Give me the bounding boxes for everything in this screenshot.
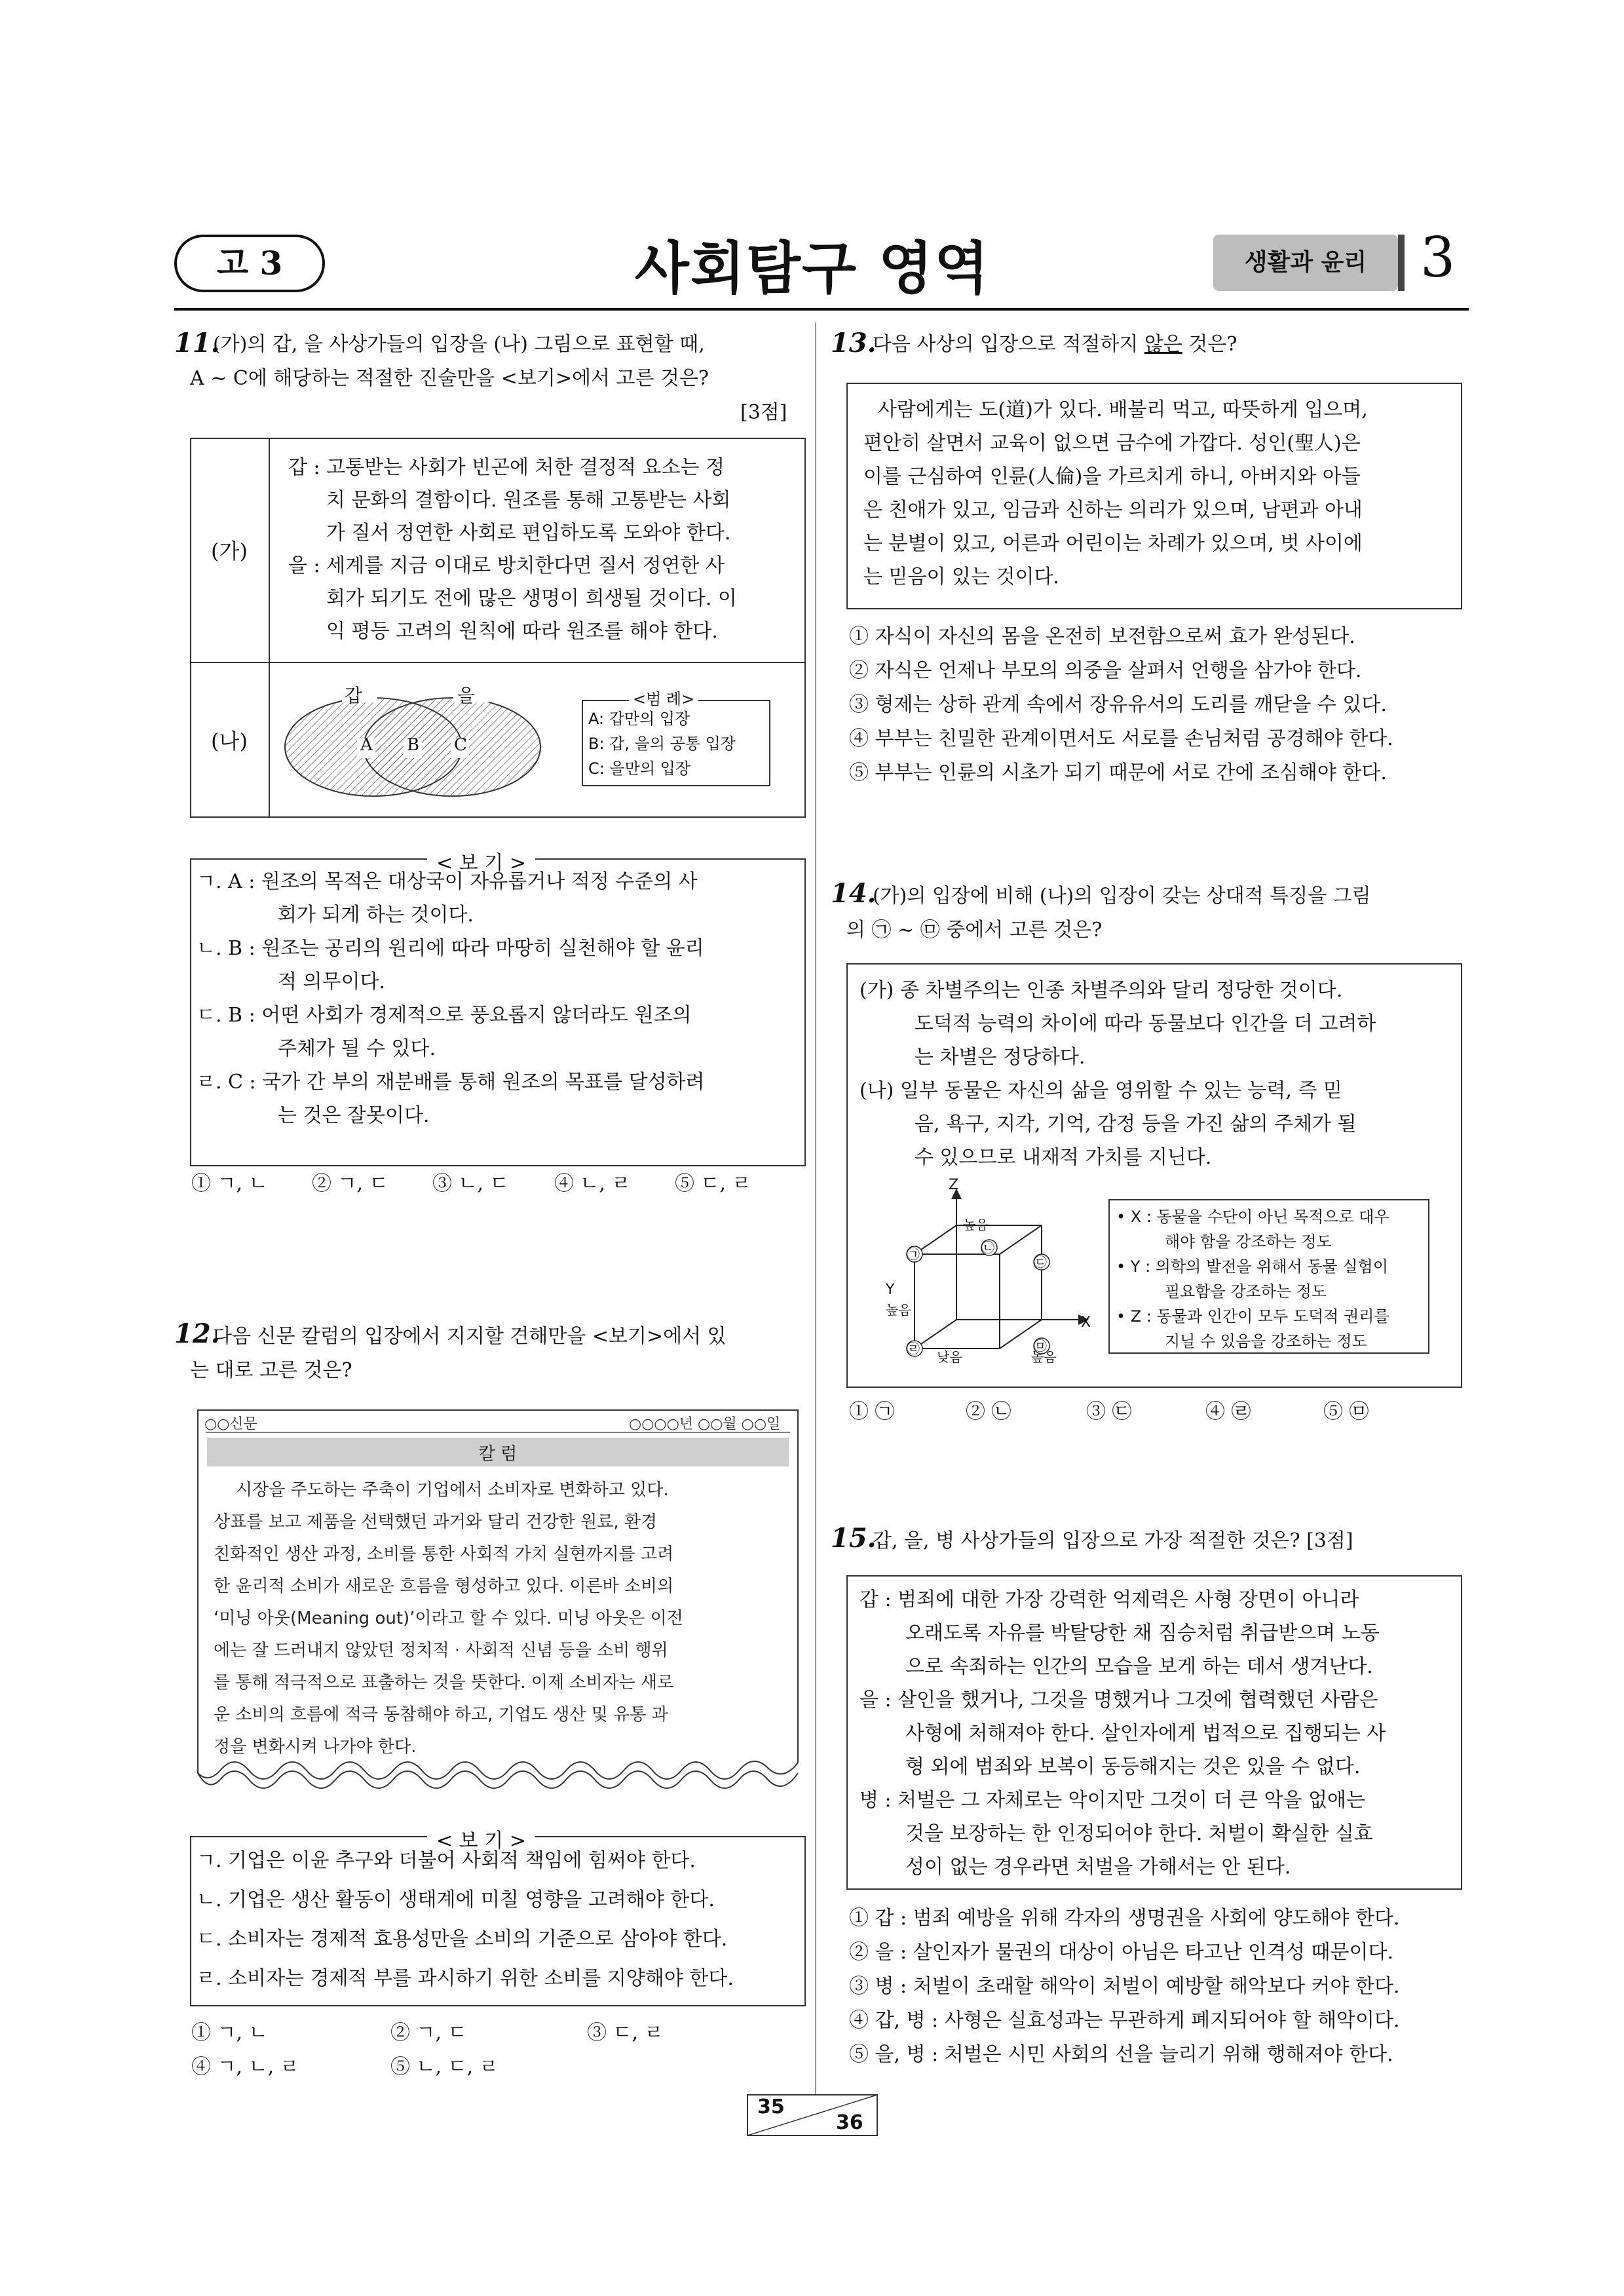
axis-y-label: Y: [886, 1282, 895, 1298]
q15-box-line: 오래도록 자유를 박탈당한 채 짐승처럼 취급받으며 노동: [905, 1622, 1380, 1645]
axis-y-high: 높음: [886, 1302, 911, 1318]
venn-label-right: 을: [457, 685, 476, 706]
question-number: 13.: [831, 328, 877, 358]
question-number: 15.: [831, 1523, 877, 1554]
q14-legend-line: 해야 함을 강조하는 정도: [1165, 1233, 1332, 1251]
choice-1[interactable]: ① ㄱ, ㄴ: [191, 2021, 268, 2044]
question-number: 14.: [831, 878, 877, 909]
q14-legend-line: 필요함을 강조하는 정도: [1165, 1282, 1327, 1301]
choice-2[interactable]: ② ㉡: [966, 1400, 1011, 1423]
choice-2[interactable]: ② 을 : 살인자가 물권의 대상이 아님은 타고난 인격성 때문이다.: [849, 1941, 1393, 1964]
q12-bogi-line: ㄷ. 소비자는 경제적 효용성만을 소비의 기준으로 삼아야 한다.: [197, 1928, 728, 1951]
choice-1[interactable]: ① ㉠: [849, 1400, 895, 1423]
q14-legend-line: • Z : 동물과 인간이 모두 도덕적 권리를: [1116, 1307, 1389, 1326]
choice-1[interactable]: ① ㄱ, ㄴ: [191, 1172, 268, 1195]
axis-x-label: X: [1081, 1314, 1091, 1331]
q12-bogi-title: < 보 기 >: [427, 1824, 535, 1853]
point-3: ㉢: [1034, 1254, 1047, 1270]
venn-region-b: B: [407, 735, 420, 755]
q14-ga-line: (가) 종 차별주의는 인종 차별주의와 달리 정당한 것이다.: [859, 979, 1343, 1002]
q15-stem: 갑, 을, 병 사상가들의 입장으로 가장 적절한 것은? [3점]: [873, 1529, 1353, 1552]
legend-item: B: 갑, 을의 공통 입장: [588, 735, 736, 753]
axis-z-label: Z: [949, 1177, 959, 1193]
q13-box-line: 이를 근심하여 인륜(人倫)을 가르치게 하니, 아버지와 아들: [863, 465, 1361, 488]
q11-table-divider-v: [269, 438, 270, 818]
q13: [831, 328, 877, 358]
point-1: ㉠: [907, 1246, 920, 1262]
q11-bogi-line: 주체가 될 수 있다.: [278, 1037, 436, 1060]
q12-bogi-line: ㄴ. 기업은 생산 활동이 생태계에 미칠 영향을 고려해야 한다.: [197, 1888, 715, 1911]
choice-3[interactable]: ③ ㄷ, ㄹ: [587, 2021, 664, 2044]
news-line: 상표를 보고 제품을 선택했던 과거와 달리 건강한 원료, 환경: [214, 1512, 658, 1532]
q12-stem-line-2: 는 대로 고른 것은?: [190, 1359, 352, 1382]
q15-box-line: 형 외에 범죄와 보복이 동등해지는 것은 있을 수 없다.: [905, 1755, 1361, 1778]
q13-box-line: 는 분별이 있고, 어른과 어린이는 차례가 있으며, 벗 사이에: [863, 532, 1363, 555]
choice-1[interactable]: ① 자식이 자신의 몸을 온전히 보전함으로써 효가 완성된다.: [849, 625, 1355, 648]
question-number: 12.: [174, 1318, 220, 1349]
q15-box-line: 으로 속죄하는 인간의 모습을 보게 하는 데서 생겨난다.: [905, 1655, 1373, 1678]
q12-bogi-line: ㄹ. 소비자는 경제적 부를 과시하기 위한 소비를 지양해야 한다.: [197, 1967, 734, 1990]
axis-x-high: 높음: [1031, 1349, 1057, 1365]
q11-bogi-line: 는 것은 잘못이다.: [278, 1104, 430, 1127]
choice-4[interactable]: ④ ㄱ, ㄴ, ㄹ: [191, 2056, 299, 2078]
q15-box-line: 을 : 살인을 했거나, 그것을 명했거나 그것에 협력했던 사람은: [859, 1689, 1378, 1712]
choice-5[interactable]: ⑤ ㉤: [1323, 1400, 1369, 1423]
subject-badge: 생활과 윤리: [1213, 235, 1398, 291]
q14-legend-line: • X : 동물을 수단이 아닌 목적으로 대우: [1116, 1208, 1389, 1226]
q11-table-divider-h: [190, 662, 806, 663]
q11-bogi-line: 회가 되게 하는 것이다.: [278, 904, 474, 927]
axis-z-high: 높음: [963, 1217, 989, 1233]
q15-box-line: 사형에 처해져야 한다. 살인자에게 법적으로 집행되는 사: [905, 1722, 1386, 1745]
newspaper-section: 칼 럼: [478, 1444, 518, 1464]
q11-bogi-line: ㄷ. B : 어떤 사회가 경제적으로 풍요롭지 않더라도 원조의: [197, 1004, 692, 1027]
choice-4[interactable]: ④ 부부는 친밀한 관계이면서도 서로를 손님처럼 공경해야 한다.: [849, 727, 1393, 750]
q13-stem: [873, 328, 1237, 362]
q11-points: [3점]: [740, 401, 787, 424]
news-line: 에는 잘 드러내지 않았던 정치적 · 사회적 신념 등을 소비 행위: [214, 1641, 668, 1660]
point-5: ㉤: [1034, 1338, 1047, 1354]
choice-2[interactable]: ② ㄱ, ㄷ: [312, 1172, 388, 1195]
column-separator: [815, 322, 816, 2131]
choice-3[interactable]: ③ 병 : 처벌이 초래할 해악이 처벌이 예방할 해악보다 커야 한다.: [849, 1975, 1400, 1998]
choice-2[interactable]: ② ㄱ, ㄷ: [390, 2021, 467, 2044]
choice-1[interactable]: ① 갑 : 범죄 예방을 위해 각자의 생명권을 사회에 양도해야 한다.: [849, 1907, 1400, 1930]
newspaper-name: ○○신문: [204, 1416, 257, 1432]
newspaper-date: ○○○○년 ○○월 ○○일: [629, 1416, 781, 1432]
choice-5[interactable]: ⑤ 부부는 인륜의 시초가 되기 때문에 서로 간에 조심해야 한다.: [849, 761, 1387, 784]
q11-ga-line: 회가 되기도 전에 많은 생명이 희생될 것이다. 이: [326, 587, 737, 610]
news-line: 를 통해 적극적으로 표출하는 것을 뜻한다. 이제 소비자는 새로: [214, 1673, 674, 1693]
point-2: ㉡: [981, 1240, 994, 1255]
q15: [831, 1523, 877, 1554]
q14-legend-line: • Y : 의학의 발전을 위해서 동물 실험이: [1116, 1257, 1388, 1276]
q13-box-line: 편안히 살면서 교육이 없으면 금수에 가깝다. 성인(聖人)은: [863, 432, 1361, 455]
q11-ga-line: 치 문화의 결함이다. 원조를 통해 고통받는 사회: [326, 489, 731, 512]
legend-item: C: 을만의 입장: [588, 759, 691, 778]
q11-ga-line: 가 질서 정연한 사회로 편입하도록 도와야 한다.: [326, 522, 731, 545]
choice-2[interactable]: ② 자식은 언제나 부모의 의중을 살펴서 언행을 삼가야 한다.: [849, 659, 1362, 682]
choice-4[interactable]: ④ ㉣: [1205, 1400, 1251, 1423]
q13-stem-pre: 다음 사상의 입장으로 적절하지: [873, 333, 1144, 356]
q11-bogi-title: < 보 기 >: [427, 847, 535, 875]
choice-4[interactable]: ④ 갑, 병 : 사형은 실효성과는 무관하게 폐지되어야 할 해악이다.: [849, 2009, 1400, 2032]
q15-box-line: 병 : 처벌은 그 자체로는 악이지만 그것이 더 큰 악을 없애는: [859, 1789, 1366, 1812]
q13-box-line: 는 믿음이 있는 것이다.: [863, 565, 1059, 588]
legend-title: <범 례>: [629, 687, 698, 712]
q11-bogi-line: ㄱ. A : 원조의 목적은 대상국이 자유롭거나 적정 수준의 사: [197, 870, 698, 893]
q15-box-line: 것을 보장하는 한 인정되어야 한다. 처벌이 확실한 실효: [905, 1822, 1373, 1845]
venn-label-left: 갑: [345, 685, 363, 706]
news-line: 한 윤리적 소비가 새로운 흐름을 형성하고 있다. 이른바 소비의: [214, 1577, 674, 1596]
legend-item: A: 갑만의 입장: [588, 710, 690, 728]
q12-bogi-line: ㄱ. 기업은 이윤 추구와 더불어 사회적 책임에 힘써야 한다.: [197, 1849, 696, 1872]
choice-5[interactable]: ⑤ 을, 병 : 처벌은 시민 사회의 선을 늘리기 위해 행해져야 한다.: [849, 2043, 1393, 2066]
q14: [831, 878, 877, 909]
q14-stem-line-2: 의 ㉠ ~ ㉤ 중에서 고른 것은?: [846, 919, 1103, 942]
point-4: ㉣: [907, 1341, 920, 1356]
grade-badge: 고 3: [174, 235, 325, 292]
news-line: 시장을 주도하는 주축이 기업에서 소비자로 변화하고 있다.: [236, 1480, 669, 1500]
q13-box-line: 은 친애가 있고, 임금과 신하는 의리가 있으며, 남편과 아내: [863, 499, 1363, 522]
q14-ga-line: 는 차별은 정당하다.: [915, 1046, 1086, 1069]
header-rule: [174, 308, 1469, 311]
q15-box-line: 갑 : 범죄에 대한 가장 강력한 억제력은 사형 장면이 아니라: [859, 1588, 1359, 1611]
subject-badge-bar: [1398, 235, 1405, 291]
q11-bogi-line: ㄴ. B : 원조는 공리의 원리에 따라 마땅히 실천해야 할 윤리: [197, 937, 704, 960]
q13-stem-post: 것은?: [1182, 333, 1237, 356]
q11-ga-line: 을 : 세계를 지금 이대로 방치한다면 질서 정연한 사: [288, 554, 725, 577]
q11-bogi-line: 적 의무이다.: [278, 970, 385, 993]
q11-ga-line: 익 평등 고려의 원칙에 따라 원조를 해야 한다.: [326, 620, 718, 643]
page-number: 3: [1420, 225, 1456, 290]
news-line: ‘미닝 아웃(Meaning out)’이라고 할 수 있다. 미닝 아웃은 이전: [214, 1609, 683, 1628]
q14-na-line: 수 있으므로 내재적 가치를 지닌다.: [915, 1146, 1212, 1169]
choice-3[interactable]: ③ ㄴ, ㄷ: [432, 1172, 509, 1195]
q14-stem-line-1: (가)의 입장에 비해 (나)의 입장이 갖는 상대적 특징을 그림: [873, 885, 1371, 908]
venn-region-c: C: [454, 735, 467, 755]
q11-stem-line-1: (가)의 갑, 을 사상가들의 입장을 (나) 그림으로 표현할 때,: [213, 333, 705, 356]
q14-na-line: (나) 일부 동물은 자신의 삶을 영위할 수 있는 능력, 즉 믿: [859, 1079, 1342, 1102]
axis-low-label: 낮음: [937, 1349, 962, 1365]
q13-box-line: 사람에게는 도(道)가 있다. 배불리 먹고, 따뜻하게 입으며,: [878, 398, 1368, 421]
q11-ga-label: (가): [211, 539, 248, 564]
page-title: 사회탐구 영역: [634, 236, 991, 301]
right-page-number: 36: [836, 2111, 863, 2134]
q13-stem-under: 않은: [1144, 333, 1182, 356]
choice-3[interactable]: ③ 형제는 상하 관계 속에서 장유유서의 도리를 깨닫을 수 있다.: [849, 693, 1387, 716]
q14-legend-line: 지닐 수 있음을 강조하는 정도: [1165, 1332, 1367, 1350]
news-line: 정을 변화시켜 나가야 한다.: [214, 1737, 417, 1757]
q11-na-label: (나): [211, 729, 248, 754]
q11-ga-line: 갑 : 고통받는 사회가 빈곤에 처한 결정적 요소는 정: [288, 456, 725, 479]
venn-region-a: A: [360, 735, 373, 755]
q11-bogi-line: ㄹ. C : 국가 간 부의 재분배를 통해 원조의 목표를 달성하려: [197, 1071, 705, 1094]
left-page-number: 35: [757, 2095, 785, 2118]
question-number: 11.: [174, 328, 220, 358]
choice-5[interactable]: ⑤ ㄴ, ㄷ, ㄹ: [390, 2056, 499, 2078]
q14-na-line: 음, 욕구, 지각, 기억, 감정 등을 가진 삶의 주체가 될: [915, 1113, 1357, 1136]
q15-box-line: 성이 없는 경우라면 처벌을 가해서는 안 된다.: [905, 1856, 1291, 1879]
q12-stem-line-1: 다음 신문 칼럼의 입장에서 지지할 견해만을 <보기>에서 있: [213, 1325, 727, 1348]
choice-5[interactable]: ⑤ ㄷ, ㄹ: [675, 1172, 751, 1195]
choice-4[interactable]: ④ ㄴ, ㄹ: [554, 1172, 631, 1195]
choice-3[interactable]: ③ ㉢: [1086, 1400, 1132, 1423]
news-line: 친화적인 생산 과정, 소비를 통한 사회적 가치 실현까지를 고려: [214, 1544, 674, 1564]
q11-stem-line-2: A ~ C에 해당하는 적절한 진술만을 <보기>에서 고른 것은?: [190, 367, 709, 390]
q14-ga-line: 도덕적 능력의 차이에 따라 동물보다 인간을 더 고려하: [915, 1012, 1376, 1035]
news-line: 운 소비의 흐름에 적극 동참해야 하고, 기업도 생산 및 유통 과: [214, 1705, 668, 1725]
